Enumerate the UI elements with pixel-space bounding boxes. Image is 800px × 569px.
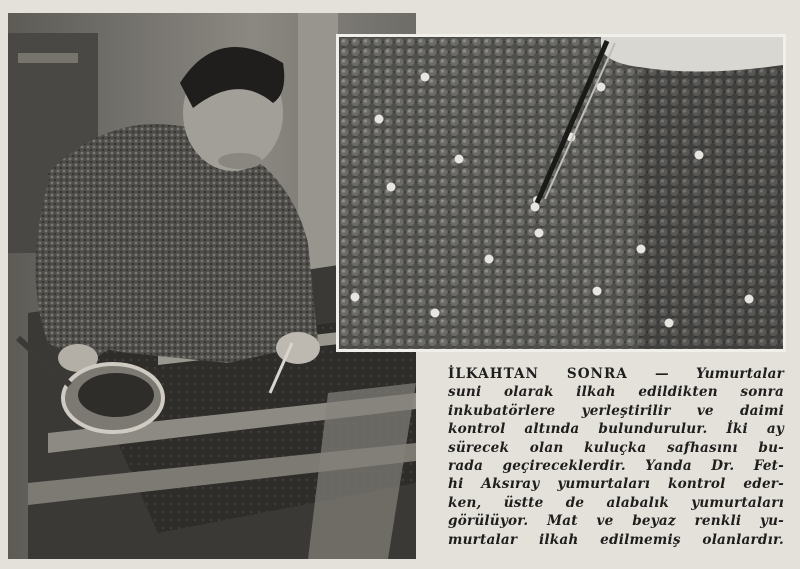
caption-line: — Yumurtalar bbox=[627, 366, 784, 382]
photo-caption bbox=[448, 365, 784, 561]
caption-line: hi Aksıray yumurtaları kontrol eder- bbox=[448, 476, 784, 493]
caption-line: inkubatörlere yerleştirilir ve daimi bbox=[448, 402, 784, 419]
caption-line: kontrol altında bulundurulur. İki ay bbox=[448, 421, 784, 438]
caption-line: görülüyor. Mat ve beyaz renkli yu- bbox=[448, 513, 784, 530]
photo-trout-eggs-closeup bbox=[336, 34, 786, 352]
caption-line: ken, üstte de alabalık yumurtaları bbox=[448, 494, 784, 511]
caption-line: rada geçireceklerdir. Yanda Dr. Fet- bbox=[448, 458, 784, 475]
caption-heading: İLKAHTAN SONRA bbox=[448, 366, 628, 382]
caption-line: suni olarak ilkah edildikten sonra bbox=[448, 384, 784, 401]
caption-line: murtalar ilkah edilmemiş olanlardır. bbox=[448, 531, 784, 548]
photo-eggs-illustration bbox=[339, 37, 783, 349]
caption-line: sürecek olan kuluçka safhasını bu- bbox=[448, 439, 784, 456]
